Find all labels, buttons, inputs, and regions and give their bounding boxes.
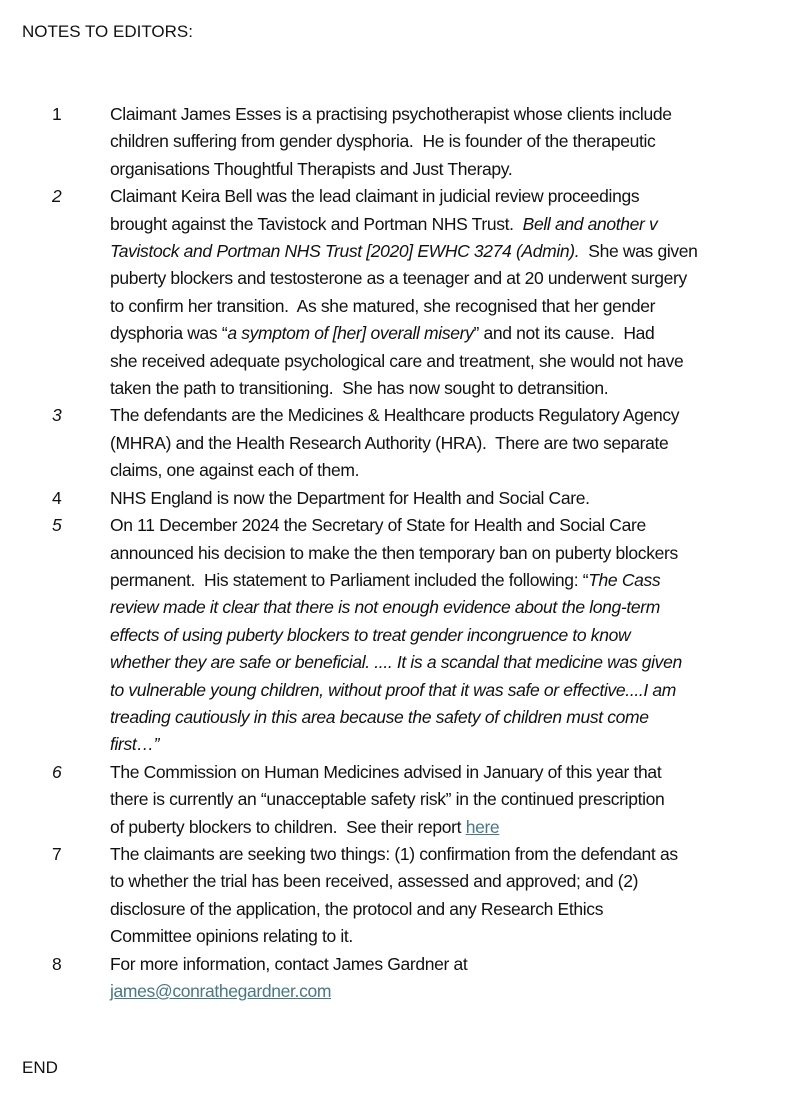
text-line [110,704,804,731]
note-item [0,183,804,402]
text-span: to whether the trial has been received, assessed and approved; and (2) [110,871,639,892]
text-line [110,649,804,676]
text-line [110,375,804,402]
note-text [110,402,804,484]
text-span: She was given [579,241,698,262]
note-item [0,951,804,1006]
note-item [0,485,804,512]
italic-text: The Cass [588,569,661,590]
text-span: children suffering from gender dysphoria. He is founder of the therapeutic [110,131,656,152]
text-span: claims, one against each of them. [110,460,360,481]
text-line [110,320,804,347]
italic-text: to vulnerable young children, without proof that it was safe or effective....I am [110,679,676,700]
italic-text: a symptom of [her] overall misery [227,323,474,344]
text-span: (MHRA) and the Health Research Authority (HRA). There are two separate [110,432,669,453]
text-span: announced his decision to make the then temporary ban on puberty blockers [110,542,678,563]
italic-text: Bell and another v [522,213,658,234]
text-span: The Commission on Human Medicines advised in January of this year that [110,761,662,782]
note-number: 2 [52,186,62,207]
text-line [110,868,804,895]
text-span: Claimant Keira Bell was the lead claimant in judicial review proceedings [110,186,640,207]
text-span: there is currently an “unacceptable safety risk” in the continued prescription [110,789,665,810]
text-line [110,512,804,539]
text-line [110,594,804,621]
text-line [110,841,804,868]
text-span: disclosure of the application, the protocol and any Research Ethics [110,898,604,919]
italic-text: whether they are safe or beneficial. .... It is a scandal that medicine was given [110,652,682,673]
text-line [110,128,804,155]
text-span: brought against the Tavistock and Portman NHS Trust. [110,213,523,234]
note-number: 6 [52,761,62,782]
text-line [110,731,804,758]
text-line [110,759,804,786]
text-span: Committee opinions relating to it. [110,926,353,947]
text-line [110,430,804,457]
text-span: dysphoria was “ [110,323,228,344]
italic-text: treading cautiously in this area because the safety of children must come [110,706,649,727]
note-text [110,841,804,951]
notes-list [0,101,804,1005]
note-text [110,485,804,512]
text-line [110,183,804,210]
text-line [110,540,804,567]
italic-text: review made it clear that there is not enough evidence about the long-term [110,597,660,618]
note-text [110,512,804,759]
italic-text: Tavistock and Portman NHS Trust [2020] EWHC 3274 (Admin). [110,241,580,262]
text-span: she received adequate psychological care and treatment, she would not have [110,350,684,371]
text-span: puberty blockers and testosterone as a teenager and at 20 underwent surgery [110,268,687,289]
note-number: 7 [52,843,62,864]
note-item [0,759,804,841]
note-text [110,183,804,402]
text-line [110,348,804,375]
note-item [0,841,804,951]
text-line [110,951,804,978]
text-line [110,567,804,594]
italic-text: first…” [110,734,160,755]
note-number: 1 [52,104,62,124]
note-number: 8 [52,953,62,974]
text-line [110,485,804,512]
text-line [110,457,804,484]
text-line [110,265,804,292]
text-span: NHS England is now the Department for Health and Social Care. [110,487,590,508]
note-number: 4 [52,487,62,508]
text-span: On 11 December 2024 the Secretary of State for Health and Social Care [110,515,646,536]
note-number: 5 [52,515,62,536]
text-span: organisations Thoughtful Therapists and Just Therapy. [110,158,513,179]
text-span: The claimants are seeking two things: (1) confirmation from the defendant as [110,843,678,864]
text-line [110,978,804,1005]
text-line [110,293,804,320]
note-text [110,759,804,841]
text-span: to confirm her transition. As she matured, she recognised that her gender [110,295,656,316]
text-span: taken the path to transitioning. She has now sought to detransition. [110,378,609,399]
note-item [0,402,804,484]
text-line [110,238,804,265]
text-line [110,402,804,429]
text-line [110,814,804,841]
text-span: Claimant James Esses is a practising psychotherapist whose clients include [110,104,672,124]
italic-text: effects of using puberty blockers to treat gender incongruence to know [110,624,631,645]
note-number: 3 [52,405,62,426]
text-line [110,677,804,704]
text-line [110,923,804,950]
text-line [110,896,804,923]
text-line [110,101,804,128]
text-span: permanent. His statement to Parliament included the following: “ [110,569,589,590]
text-span: of puberty blockers to children. See their report [110,816,466,837]
text-span: The defendants are the Medicines & Healthcare products Regulatory Agency [110,405,680,426]
note-item [0,101,804,183]
link[interactable]: here [465,816,500,837]
text-line [110,156,804,183]
end-marker: END [22,1058,58,1077]
text-span: ” and not its cause. Had [473,323,655,344]
text-line [110,211,804,238]
note-item [0,512,804,759]
note-text [110,101,804,183]
link[interactable]: james@conrathegardner.com [110,981,332,1001]
note-text [110,951,804,1006]
notes-heading: NOTES TO EDITORS: [22,22,193,41]
text-line [110,786,804,813]
text-line [110,622,804,649]
text-span: For more information, contact James Gardner at [110,953,468,974]
